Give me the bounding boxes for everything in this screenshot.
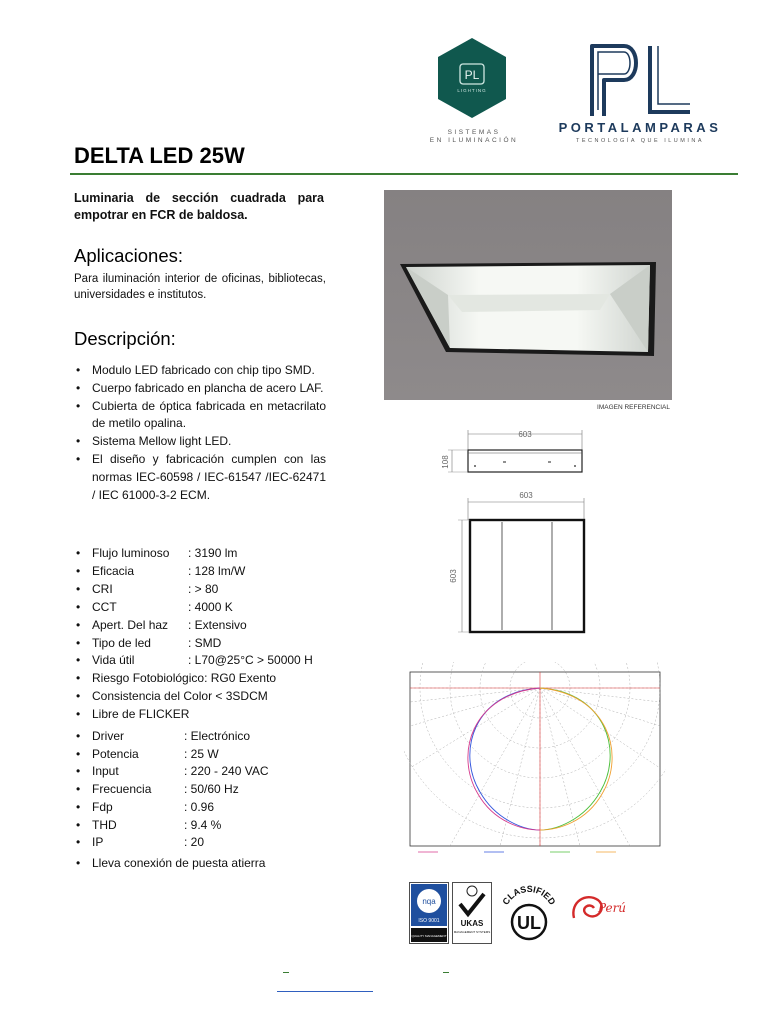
spec-row (74, 728, 364, 746)
spec-row (74, 563, 364, 581)
spec-key: Potencia (92, 746, 139, 761)
photometric-polar-diagram (404, 662, 666, 860)
list-item: • Cuerpo fabricado en plancha de acero LAF. (74, 380, 326, 398)
spec-key: Fdp (92, 799, 113, 814)
marca-peru-logo (568, 888, 638, 928)
nqa-iso-certification (409, 882, 449, 944)
spec-row (74, 781, 364, 799)
spec-key: Driver (92, 729, 124, 743)
page-title: DELTA LED 25W (74, 143, 245, 168)
ul-label: UL (517, 913, 541, 933)
spec-key: CCT (92, 599, 117, 614)
spec-value: : > 80 (188, 581, 219, 596)
spec-row (74, 545, 364, 563)
spec-key: Apert. Del haz (92, 617, 169, 632)
list-item: • Lleva conexión de puesta atierra (74, 855, 364, 873)
side-height-label: 108 (441, 455, 450, 469)
list-item: • Sistema Mellow light LED. (74, 433, 326, 451)
spec-key: Eficacia (92, 563, 135, 578)
descripcion-list (74, 362, 326, 504)
top-view-drawing (438, 488, 590, 636)
svg-text:CLASSIFIED (500, 884, 557, 907)
spec-key: THD (92, 817, 117, 832)
ukas-sub-label: MANAGEMENT SYSTEMS (453, 930, 491, 934)
portalamparas-monogram (584, 40, 696, 120)
spec-row: • Libre de FLICKER (74, 706, 364, 724)
hex-monogram: PL (464, 68, 480, 82)
spec-value: : 128 lm/W (188, 563, 246, 578)
aplicaciones-text: Para iluminación interior de oficinas, bibliotecas, universidades e institutos. (74, 273, 326, 301)
spec-value: : 4000 K (188, 599, 233, 614)
side-view-drawing (438, 426, 590, 478)
brand-name: PORTALAMPARAS (558, 120, 722, 135)
spec-row (74, 652, 364, 670)
peru-label: Perú (597, 901, 627, 915)
spec-value: : 220 - 240 VAC (184, 764, 269, 779)
ul-classified-mark (497, 880, 561, 944)
descripcion-heading: Descripción: (74, 328, 176, 349)
footer-mark (443, 972, 449, 973)
footer-mark (283, 972, 289, 973)
spec-value: : 0.96 (184, 799, 215, 814)
spec-value: : 3190 lm (188, 546, 238, 560)
spec-row (74, 581, 364, 599)
spec-key: Frecuencia (92, 782, 152, 797)
spec-value: : 20 (184, 835, 205, 850)
electric-specs-list (74, 728, 364, 852)
spec-row (74, 617, 364, 635)
ukas-certification (452, 882, 492, 944)
sistemas-tagline (414, 129, 534, 145)
spec-row (74, 834, 364, 852)
ground-note (74, 855, 364, 873)
spec-value: : SMD (188, 635, 222, 650)
spec-key: CRI (92, 581, 113, 596)
list-item: • El diseño y fabricación cumplen con las normas IEC-60598 / IEC-61547 /IEC-62471 / IEC 61000-3-2 ECM. (74, 451, 326, 504)
ul-classified-label: CLASSIFIED (500, 883, 558, 907)
product-photo (384, 190, 672, 400)
hex-sub: LIGHTING (457, 88, 487, 93)
spec-key: Input (92, 764, 119, 779)
spec-key: Flujo luminoso (92, 546, 170, 560)
quality-label: QUALITY MANAGEMENT (411, 934, 447, 938)
nqa-label: nqa (422, 897, 436, 906)
spec-key: IP (92, 835, 104, 850)
spec-row (74, 599, 364, 617)
sistemas-line2: EN ILUMINACIÓN (429, 137, 519, 144)
spec-value: : 50/60 Hz (184, 782, 239, 797)
spec-value: : L70@25°C > 50000 H (188, 653, 313, 668)
spec-row (74, 799, 364, 817)
brand-tagline: TECNOLOGÍA QUE ILUMINA (575, 138, 705, 144)
list-item: • Modulo LED fabricado con chip tipo SMD. (74, 362, 326, 380)
list-item: • Cubierta de óptica fabricada en metacrilato de metilo opalina. (74, 398, 326, 434)
spec-key: Vida útil (92, 653, 135, 668)
title-divider (70, 173, 738, 175)
spec-row: • Consistencia del Color < 3SDCM (74, 688, 364, 706)
spec-value: : 25 W (184, 746, 219, 761)
top-width-label: 603 (519, 491, 533, 500)
spec-value: : Electrónico (184, 729, 251, 743)
intro-text: Luminaria de sección cuadrada para empotrar en FCR de baldosa. (74, 191, 324, 222)
spec-row (74, 817, 364, 835)
light-specs-list (74, 545, 364, 724)
pl-lighting-logo (436, 36, 508, 120)
spec-value: : Extensivo (188, 617, 247, 632)
top-height-label: 603 (449, 569, 458, 583)
spec-value: : 9.4 % (184, 817, 222, 832)
aplicaciones-heading: Aplicaciones: (74, 245, 184, 266)
iso-label: ISO 9001 (418, 918, 440, 924)
photo-caption: IMAGEN REFERENCIAL (597, 404, 670, 411)
side-width-label: 603 (518, 430, 532, 439)
ukas-label: UKAS (460, 919, 484, 928)
spec-row (74, 746, 364, 764)
spec-row: • Riesgo Fotobiológico: RG0 Exento (74, 670, 364, 688)
sistemas-line1: SISTEMAS (447, 129, 501, 136)
spec-key: Tipo de led (92, 635, 151, 650)
footer-link[interactable] (277, 978, 373, 992)
spec-row (74, 763, 364, 781)
spec-row (74, 635, 364, 653)
